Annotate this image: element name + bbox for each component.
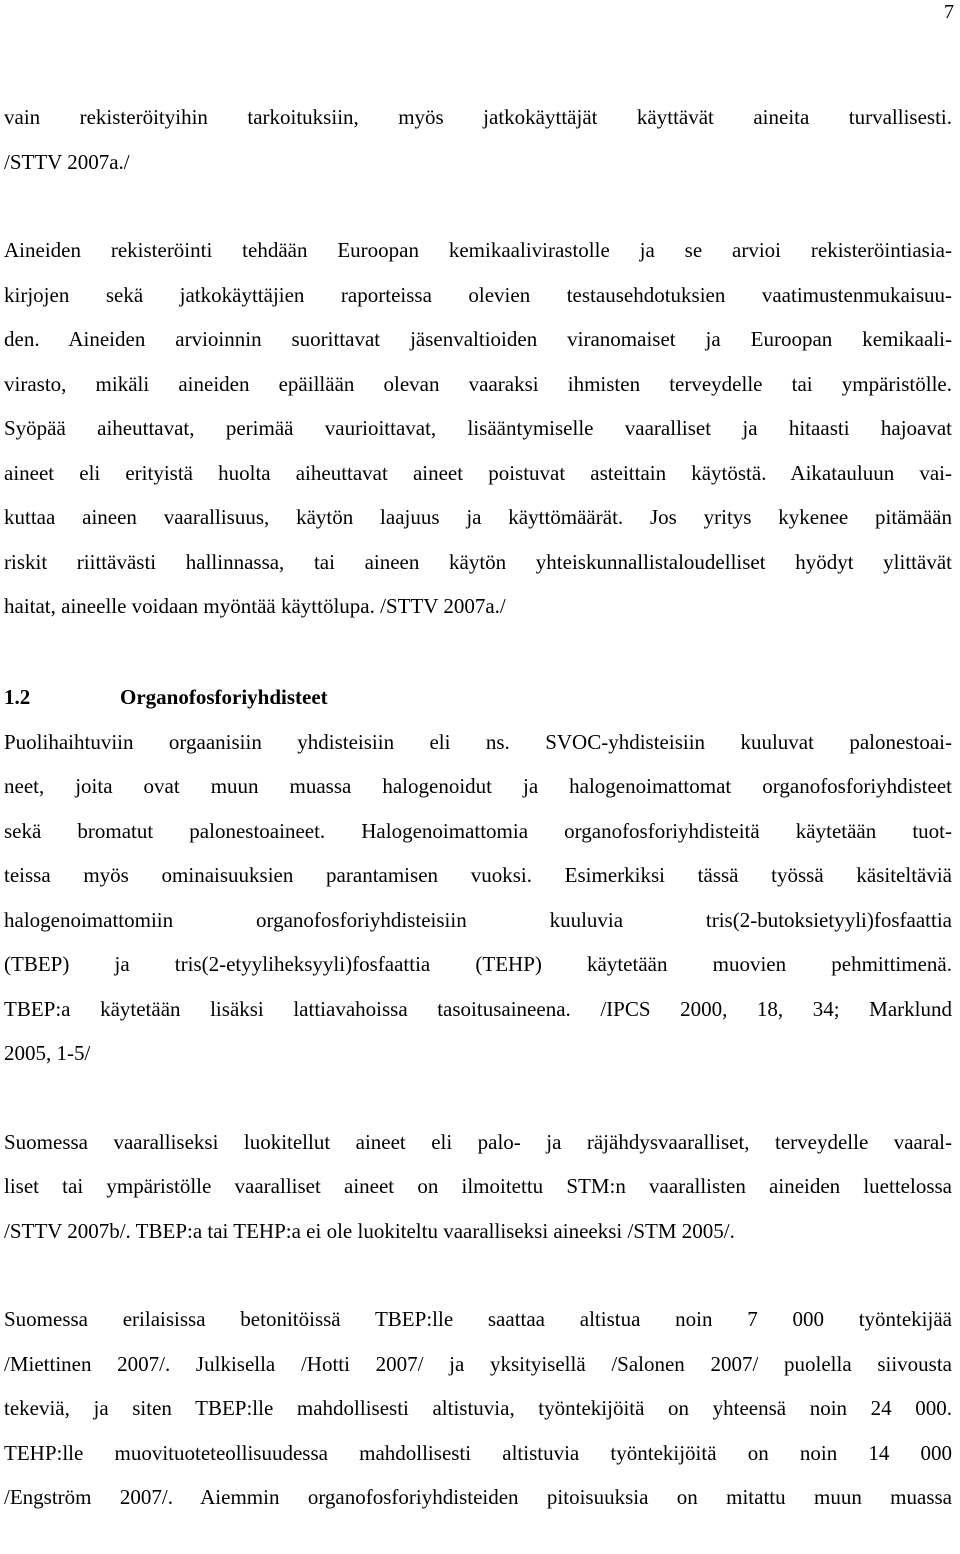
page-number: 7 xyxy=(944,1,954,23)
text-line: neet, joita ovat muun muassa halogenoidut ja halogenoimattomat organofosforiyhdisteet xyxy=(4,774,952,798)
section-heading xyxy=(4,674,952,720)
text-line: TBEP:a käytetään lisäksi lattiavahoissa tasoitusaineena. /IPCS 2000, 18, 34; Marklund xyxy=(4,996,952,1021)
paragraph-4 xyxy=(4,1120,952,1254)
text-line: kuttaa aineen vaarallisuus, käytön laajuus ja käyttömäärät. Jos yritys kykenee pitämään xyxy=(4,505,952,529)
text-line: /STTV 2007a./ xyxy=(4,149,130,174)
text-line: halogenoimattomiin organofosforiyhdisteisiin kuuluvia tris(2-butoksietyyli)fosfaattia xyxy=(4,907,952,932)
text-line: Syöpää aiheuttavat, perimää vaurioittavat, lisääntymiselle vaaralliset ja hitaasti hajoavat xyxy=(4,416,952,440)
text-line: 2005, 1-5/ xyxy=(4,1041,91,1065)
paragraph-2 xyxy=(4,228,952,629)
text-line: liset tai ympäristölle vaaralliset aineet on ilmoitettu STM:n vaarallisten aineiden luettelossa xyxy=(4,1174,952,1198)
text-line: Puolihaihtuviin orgaanisiin yhdisteisiin eli ns. SVOC-yhdisteisiin kuuluvat palonestoai- xyxy=(4,729,952,754)
document-body xyxy=(4,95,952,1520)
text-line: vain rekisteröityihin tarkoituksiin, myös jatkokäyttäjät käyttävät aineita turvallisesti. xyxy=(4,105,952,129)
text-line: /Engström 2007/. Aiemmin organofosforiyhdisteiden pitoisuuksia on mitattu muun muassa xyxy=(4,1485,952,1509)
section-title: Organofosforiyhdisteet xyxy=(120,684,328,709)
paragraph-1 xyxy=(4,95,952,184)
section-number: 1.2 xyxy=(4,684,31,709)
paragraph-3 xyxy=(4,720,952,1076)
text-line: haitat, aineelle voidaan myöntää käyttölupa. /STTV 2007a./ xyxy=(4,594,506,618)
text-line: Suomessa vaaralliseksi luokitellut aineet eli palo- ja räjähdysvaaralliset, terveydelle vaaral- xyxy=(4,1129,952,1154)
text-line: riskit riittävästi hallinnassa, tai aineen käytön yhteiskunnallistaloudelliset hyödyt ylittävät xyxy=(4,549,952,574)
text-line: (TBEP) ja tris(2-etyyliheksyyli)fosfaattia (TEHP) käytetään muovien pehmittimenä. xyxy=(4,952,952,976)
text-line: TEHP:lle muovituoteteollisuudessa mahdollisesti altistuvia työntekijöitä on noin 14 000 xyxy=(4,1440,952,1465)
text-line: /Miettinen 2007/. Julkisella /Hotti 2007/ ja yksityisellä /Salonen 2007/ puolella siivousta xyxy=(4,1351,952,1376)
text-line: kirjojen sekä jatkokäyttäjien raporteissa olevien testausehdotuksien vaatimustenmukaisuu- xyxy=(4,282,952,307)
text-line: den. Aineiden arvioinnin suorittavat jäsenvaltioiden viranomaiset ja Euroopan kemikaali- xyxy=(4,327,952,351)
text-line: virasto, mikäli aineiden epäillään olevan vaaraksi ihmisten terveydelle tai ympäristölle. xyxy=(4,371,952,396)
text-line: Aineiden rekisteröinti tehdään Euroopan kemikaalivirastolle ja se arvioi rekisteröintiasia- xyxy=(4,238,952,262)
text-line: /STTV 2007b/. TBEP:a tai TEHP:a ei ole luokiteltu vaaralliseksi aineeksi /STM 2005/. xyxy=(4,1218,735,1243)
paragraph-5 xyxy=(4,1297,952,1520)
text-line: sekä bromatut palonestoaineet. Halogenoimattomia organofosforiyhdisteitä käytetään tuot- xyxy=(4,818,952,843)
text-line: aineet eli erityistä huolta aiheuttavat aineet poistuvat asteittain käytöstä. Aikatauluun vai- xyxy=(4,460,952,485)
text-line: teissa myös ominaisuuksien parantamisen vuoksi. Esimerkiksi tässä työssä käsiteltäviä xyxy=(4,863,952,887)
text-line: tekeviä, ja siten TBEP:lle mahdollisesti altistuvia, työntekijöitä on yhteensä noin 24 000. xyxy=(4,1396,952,1420)
text-line: Suomessa erilaisissa betonitöissä TBEP:lle saattaa altistua noin 7 000 työntekijää xyxy=(4,1307,952,1331)
